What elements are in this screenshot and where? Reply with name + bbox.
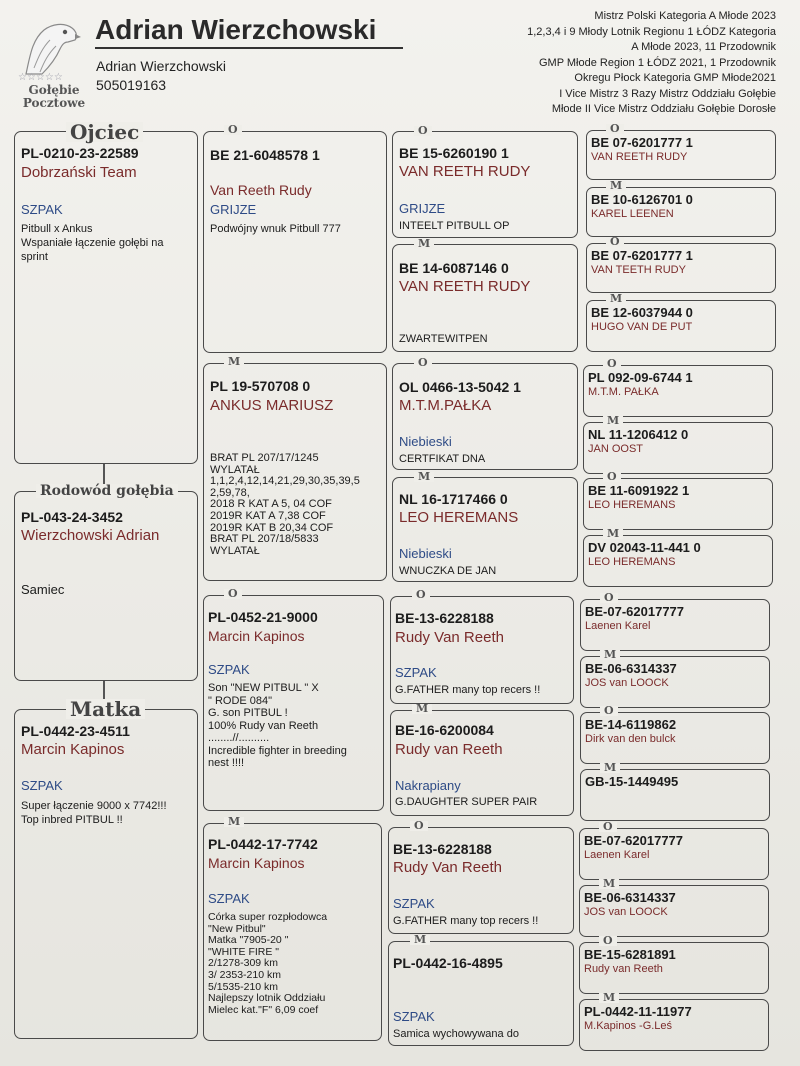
mother-label: Matka bbox=[66, 699, 145, 719]
ring-number: GB-15-1449495 bbox=[585, 774, 679, 789]
ring-number: OL 0466-13-5042 1 bbox=[399, 379, 521, 395]
gen4-box[interactable] bbox=[580, 769, 770, 821]
note-line: Samica wychowywana do bbox=[393, 1028, 519, 1040]
ring-number: BE 07-6201777 1 bbox=[591, 135, 693, 150]
note-line: BRAT PL 207/17/1245 bbox=[210, 452, 319, 464]
owner-name: M.Kapinos -G.Leś bbox=[584, 1020, 673, 1032]
ring-number: DV 02043-11-441 0 bbox=[588, 540, 701, 555]
pigeon-label: Rodowód gołębia bbox=[36, 484, 178, 498]
sire-label: O bbox=[599, 936, 617, 946]
note-line: BRAT PL 207/18/5833 bbox=[210, 533, 319, 546]
sire-label: O bbox=[600, 706, 618, 716]
mother-owner: Marcin Kapinos bbox=[21, 741, 125, 758]
owner-name: Laenen Karel bbox=[584, 849, 650, 861]
owner-name: LEO HEREMANS bbox=[399, 509, 519, 526]
dam-label: M bbox=[599, 879, 619, 889]
ring-number: BE 11-6091922 1 bbox=[588, 483, 690, 498]
breeder-subtitle: Adrian Wierzchowski bbox=[96, 58, 226, 74]
gen4-box[interactable] bbox=[580, 656, 770, 708]
owner-name: HUGO VAN DE PUT bbox=[591, 321, 693, 333]
gen2-box-mother-father[interactable] bbox=[203, 595, 384, 811]
logo-text bbox=[16, 84, 92, 110]
achievement-line: Mistrz Polski Kategoria A Młode 2023 bbox=[594, 10, 776, 22]
note-line: 100% Rudy van Reeth bbox=[208, 719, 319, 732]
gen4-box[interactable] bbox=[579, 999, 769, 1051]
ring-number: BE-15-6281891 bbox=[584, 947, 676, 962]
note-line: Incredible fighter in breeding bbox=[208, 744, 347, 757]
owner-name: LEO HEREMANS bbox=[588, 499, 676, 511]
gen4-box[interactable] bbox=[579, 942, 769, 994]
colour: GRIJZE bbox=[399, 201, 446, 216]
owner-name: Rudy Van Reeth bbox=[395, 629, 504, 646]
owner-name: M.T.M.PAŁKA bbox=[399, 397, 492, 414]
note-line: WYLATAŁ bbox=[210, 544, 260, 557]
logo bbox=[12, 14, 92, 110]
ring-number: BE 14-6087146 0 bbox=[399, 260, 509, 276]
dam-label: M bbox=[414, 239, 434, 249]
father-label: Ojciec bbox=[66, 122, 143, 142]
gen4-box[interactable] bbox=[586, 300, 776, 352]
owner-name: Laenen Karel bbox=[585, 620, 651, 632]
sire-label: O bbox=[603, 359, 621, 369]
note-line: Najlepszy lotnik Oddziału bbox=[208, 992, 326, 1005]
dam-label: M bbox=[412, 704, 432, 714]
pigeon-ring: PL-043-24-3452 bbox=[21, 509, 123, 525]
achievement-line: A Młode 2023, 11 Przodownik bbox=[631, 41, 776, 53]
ring-number: BE-13-6228188 bbox=[395, 610, 494, 626]
note-line: G.DAUGHTER SUPER PAIR bbox=[395, 796, 538, 808]
mother-notes bbox=[21, 799, 191, 827]
gen3-box[interactable] bbox=[388, 827, 574, 934]
gen3-box[interactable] bbox=[392, 244, 578, 352]
father-notes bbox=[21, 222, 191, 264]
ring-number: BE-07-62017777 bbox=[584, 833, 684, 848]
sire-label: O bbox=[606, 124, 624, 134]
note-line: ........//.......... bbox=[208, 732, 270, 744]
ring-number: BE 10-6126701 0 bbox=[591, 192, 693, 207]
gen3-box[interactable] bbox=[392, 477, 578, 582]
gen3-box[interactable] bbox=[388, 941, 574, 1046]
gen4-box[interactable] bbox=[586, 187, 776, 237]
ring-number: BE 12-6037944 0 bbox=[591, 305, 693, 320]
note-line: Son "NEW PITBUL " X bbox=[208, 682, 319, 694]
ring-number: BE 15-6260190 1 bbox=[399, 145, 509, 161]
dam-label: M bbox=[600, 763, 620, 773]
dam-label: M bbox=[606, 294, 626, 304]
owner-name: Dirk van den bulck bbox=[585, 733, 676, 745]
owner-name: KAREL LEENEN bbox=[591, 208, 674, 220]
note-line: 2019R KAT B 20,34 COF bbox=[210, 521, 334, 534]
colour: SZPAK bbox=[393, 896, 435, 911]
ring-number: BE-06-6314337 bbox=[584, 890, 676, 905]
achievements bbox=[416, 9, 776, 118]
note-line: Mielec kat."F" 6,09 coef bbox=[208, 1003, 319, 1016]
notes bbox=[208, 912, 382, 1016]
ring-number: BE-13-6228188 bbox=[393, 841, 492, 857]
colour: SZPAK bbox=[208, 662, 250, 677]
note-line: 3/ 2353-210 km bbox=[208, 968, 281, 981]
gen4-box[interactable] bbox=[580, 712, 770, 764]
owner-name: Rudy Van Reeth bbox=[393, 859, 502, 876]
gen2-box-mother-mother[interactable] bbox=[203, 823, 382, 1041]
owner-name: Van Reeth Rudy bbox=[210, 182, 312, 198]
gen3-box[interactable] bbox=[390, 710, 574, 816]
title-underline bbox=[95, 47, 403, 49]
gen3-box[interactable] bbox=[392, 363, 578, 470]
ring-number: PL-0442-16-4895 bbox=[393, 955, 503, 971]
note-line: Super łączenie 9000 x 7742!!! bbox=[21, 800, 167, 812]
note-line: Córka super rozpłodowca bbox=[208, 911, 328, 923]
gen4-box[interactable] bbox=[579, 828, 769, 880]
owner-name: M.T.M. PAŁKA bbox=[588, 386, 659, 398]
owner-name: JOS van LOOCK bbox=[584, 906, 668, 918]
sire-label: O bbox=[224, 125, 242, 135]
dam-label: M bbox=[603, 529, 623, 539]
owner-name: Marcin Kapinos bbox=[208, 855, 305, 871]
note-line: 5/1535-210 km bbox=[208, 980, 279, 993]
note-line: nest !!!! bbox=[208, 757, 245, 769]
achievement-line: I Vice Mistrz 3 Razy Mistrz Oddziału Gołębie bbox=[559, 87, 776, 100]
note-line: 2,59,78, bbox=[210, 486, 250, 499]
gen4-box[interactable] bbox=[583, 478, 773, 530]
ring-number: BE-07-62017777 bbox=[585, 604, 685, 619]
sire-label: O bbox=[410, 821, 428, 831]
gen4-box[interactable] bbox=[583, 535, 773, 587]
note-line: Pitbull x Ankus bbox=[21, 223, 93, 235]
note-line: 2019R KAT A 7,38 COF bbox=[210, 509, 326, 522]
sire-label: O bbox=[606, 237, 624, 247]
note-line: G.FATHER many top recers !! bbox=[393, 915, 539, 927]
sire-label: O bbox=[599, 822, 617, 832]
gen4-box[interactable] bbox=[586, 243, 776, 293]
owner-name: LEO HEREMANS bbox=[588, 556, 676, 568]
achievement-line: 1,2,3,4 i 9 Młody Lotnik Regionu 1 ŁÓDZ Kategoria bbox=[527, 25, 776, 38]
dam-label: M bbox=[599, 993, 619, 1003]
ring-number: BE-14-6119862 bbox=[585, 717, 677, 732]
note-line: Matka "7905-20 " bbox=[208, 934, 289, 947]
ring-number: BE 21-6048578 1 bbox=[210, 147, 320, 163]
note-line: " RODE 084" bbox=[208, 694, 273, 707]
sire-label: O bbox=[412, 590, 430, 600]
owner-name: JAN OOST bbox=[588, 443, 644, 455]
breeder-name: Adrian Wierzchowski bbox=[95, 14, 377, 45]
ring-number: PL 19-570708 0 bbox=[210, 378, 311, 394]
owner-name: ANKUS MARIUSZ bbox=[210, 397, 334, 414]
colour: Niebieski bbox=[399, 546, 452, 561]
logo-line-2: Pocztowe bbox=[22, 96, 86, 110]
colour: SZPAK bbox=[395, 665, 437, 680]
gen4-box[interactable] bbox=[579, 885, 769, 937]
note-line: 2018 R KAT A 5, 04 COF bbox=[210, 498, 332, 511]
note-line: G.FATHER many top recers !! bbox=[395, 684, 541, 696]
achievement-line: Młode II Vice Mistrz Oddziału Gołębie Dorosłe bbox=[551, 103, 776, 115]
father-owner: Dobrzański Team bbox=[21, 164, 137, 181]
pigeon-head-icon bbox=[20, 18, 82, 78]
note-line: G. son PITBUL ! bbox=[208, 707, 288, 719]
logo-stars: ☆☆☆☆☆ bbox=[18, 72, 63, 83]
sire-label: O bbox=[224, 589, 242, 599]
note-line: "WHITE FIRE " bbox=[208, 945, 280, 958]
logo-line-1: Gołębie bbox=[28, 83, 80, 97]
mother-ring: PL-0442-23-4511 bbox=[21, 723, 130, 739]
note-line: ZWARTEWITPEN bbox=[399, 333, 488, 345]
gen2-box-father-father[interactable] bbox=[203, 131, 387, 353]
gen4-box[interactable] bbox=[586, 130, 776, 180]
gen2-box-father-mother[interactable] bbox=[203, 363, 387, 581]
colour: SZPAK bbox=[393, 1009, 435, 1024]
note-line: "New Pitbul" bbox=[208, 922, 266, 935]
ring-number: BE 07-6201777 1 bbox=[591, 248, 693, 263]
note-line: Top inbred PITBUL !! bbox=[21, 814, 123, 826]
note-line: 2/1278-309 km bbox=[208, 957, 279, 970]
owner-name: Rudy van Reeth bbox=[584, 963, 663, 975]
gen4-box[interactable] bbox=[583, 365, 773, 417]
father-colour: SZPAK bbox=[21, 202, 63, 217]
mother-box[interactable] bbox=[14, 709, 198, 1039]
sire-label: O bbox=[603, 472, 621, 482]
colour: GRIJZE bbox=[210, 202, 257, 217]
colour: SZPAK bbox=[208, 891, 250, 906]
notes bbox=[208, 682, 384, 770]
mother-colour: SZPAK bbox=[21, 778, 63, 793]
father-ring: PL-0210-23-22589 bbox=[21, 145, 139, 161]
note-line: WNUCZKA DE JAN bbox=[399, 565, 497, 577]
owner-name: JOS van LOOCK bbox=[585, 677, 669, 689]
note-line: INTEELT PITBULL OP bbox=[399, 220, 510, 232]
owner-name: VAN REETH RUDY bbox=[399, 278, 531, 295]
sire-label: O bbox=[414, 358, 432, 368]
dam-label: M bbox=[414, 472, 434, 482]
father-box[interactable] bbox=[14, 131, 198, 464]
ring-number: PL-0442-11-11977 bbox=[584, 1004, 692, 1019]
colour: Niebieski bbox=[399, 434, 452, 449]
dam-label: M bbox=[603, 416, 623, 426]
owner-name: VAN REETH RUDY bbox=[591, 151, 688, 163]
note-line: 1,1,2,4,12,14,21,29,30,35,39,5 bbox=[210, 475, 360, 488]
note-line: Wspaniałe łączenie gołębi na sprint bbox=[21, 237, 164, 263]
pigeon-owner: Wierzchowski Adrian bbox=[21, 527, 160, 544]
dam-label: M bbox=[606, 181, 626, 191]
pigeon-sex: Samiec bbox=[21, 582, 65, 597]
owner-name: Rudy van Reeth bbox=[395, 741, 503, 758]
dam-label: M bbox=[600, 650, 620, 660]
achievement-line: GMP Młode Region 1 ŁÓDZ 2021, 1 Przodownik bbox=[538, 56, 776, 69]
owner-name: VAN TEETH RUDY bbox=[591, 264, 686, 276]
ring-number: PL 092-09-6744 1 bbox=[588, 370, 693, 385]
notes bbox=[210, 453, 387, 557]
ring-number: NL 16-1717466 0 bbox=[399, 491, 508, 507]
gen3-box[interactable] bbox=[392, 131, 578, 238]
note-line: CERTFIKAT DNA bbox=[399, 453, 486, 465]
gen4-box[interactable] bbox=[580, 599, 770, 651]
ring-number: PL-0452-21-9000 bbox=[208, 609, 318, 625]
dam-label: M bbox=[410, 935, 430, 945]
gen3-box[interactable] bbox=[390, 596, 574, 704]
owner-name: VAN REETH RUDY bbox=[399, 163, 531, 180]
dam-label: M bbox=[224, 817, 244, 827]
achievement-line: Okregu Płock Kategoria GMP Młode2021 bbox=[574, 72, 776, 84]
breeder-id: 505019163 bbox=[96, 77, 167, 93]
ring-number: PL-0442-17-7742 bbox=[208, 836, 318, 852]
sire-label: O bbox=[600, 593, 618, 603]
note-line: Podwójny wnuk Pitbull 777 bbox=[210, 223, 341, 235]
ring-number: NL 11-1206412 0 bbox=[588, 427, 689, 442]
sire-label: O bbox=[414, 126, 432, 136]
colour: Nakrapiany bbox=[395, 778, 461, 793]
note-line: WYLATAŁ bbox=[210, 463, 260, 476]
owner-name: Marcin Kapinos bbox=[208, 628, 305, 644]
pigeon-box[interactable] bbox=[14, 491, 198, 681]
dam-label: M bbox=[224, 357, 244, 367]
ring-number: BE-06-6314337 bbox=[585, 661, 677, 676]
ring-number: BE-16-6200084 bbox=[395, 722, 494, 738]
gen4-box[interactable] bbox=[583, 422, 773, 474]
